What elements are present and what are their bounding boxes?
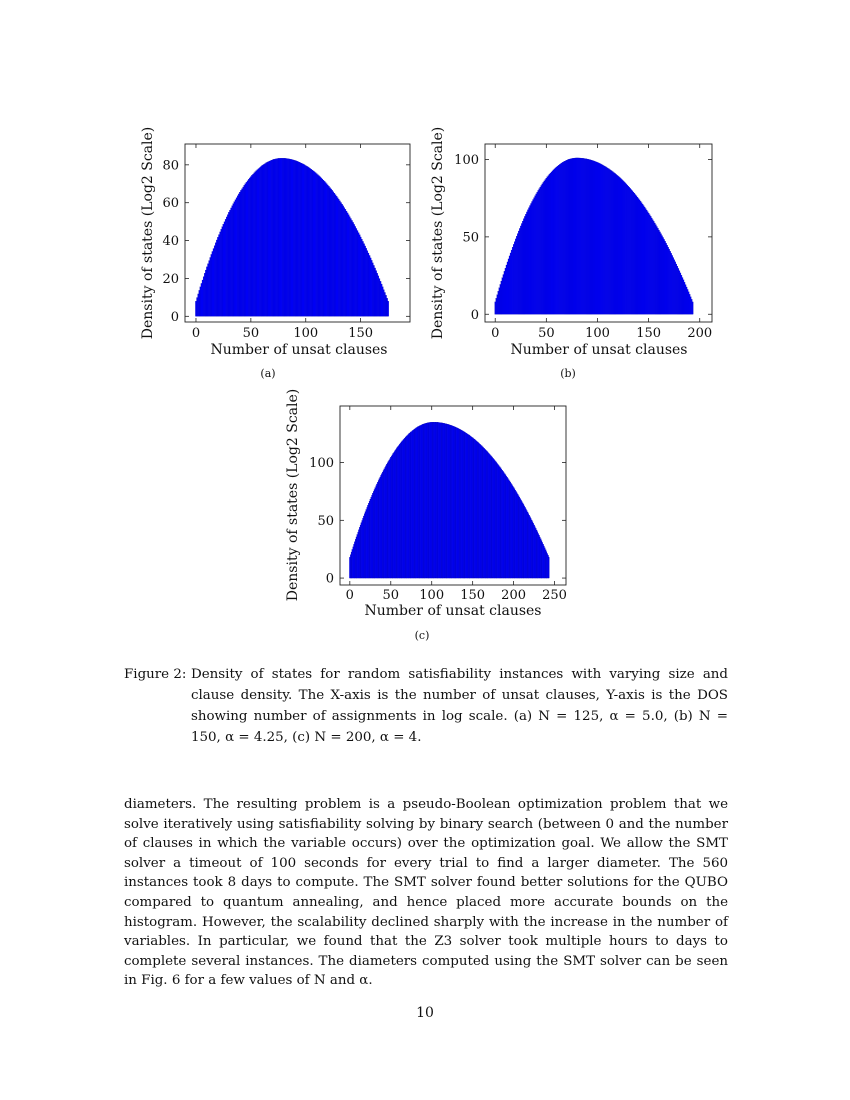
y-tick-label: 0: [470, 307, 479, 323]
chart-c-bars: [349, 422, 549, 578]
chart-b-ylabel: Density of states (Log2 Scale): [430, 126, 446, 340]
sub-caption-a: (a): [260, 367, 276, 380]
y-tick-label: 60: [162, 196, 179, 212]
bar: [692, 302, 693, 314]
bar: [548, 557, 549, 578]
x-tick-label: 200: [501, 588, 527, 603]
y-tick-label: 50: [462, 230, 479, 246]
y-tick-label: 100: [454, 152, 479, 168]
chart-c-xlabel: Number of unsat clauses: [364, 603, 542, 619]
x-tick-label: 0: [191, 326, 201, 341]
sub-caption-b: (b): [560, 367, 576, 380]
x-tick-label: 100: [419, 588, 445, 603]
body-paragraph: diameters. The resulting problem is a pseudo-Boolean optimization problem that we solve iteratively using satisfiability solving by binary search (between 0 and the number of clauses in which the variable occurs) over the optimization goal. We allow the SMT solver a timeout of 100 seconds for every trial to find a larger diameter. The 560 instances took 8 days to compute. The SMT solver found better solutions for the QUBO compared to quantum annealing, and hence placed more accurate bounds on the histogram. However, the scalability declined sharply with the increase in the number of variables. In particular, we found that the Z3 solver took multiple hours to days to complete several instances. The diameters computed using the SMT solver can be seen in Fig. 6 for a few values of N and α.: [124, 797, 728, 989]
x-tick-label: 150: [636, 326, 662, 341]
y-tick-label: 100: [309, 456, 334, 472]
chart-a-xlabel: Number of unsat clauses: [210, 342, 388, 358]
figure-caption-label: Figure 2:: [124, 667, 187, 682]
y-tick-label: 0: [170, 309, 179, 325]
chart-b-bars: [495, 158, 694, 314]
x-tick-label: 250: [542, 588, 567, 603]
page-number: 10: [416, 1005, 434, 1021]
bar: [388, 301, 389, 316]
figure-caption-text: Density of states for random satisfiability instances with varying size and clause density. The X-axis is the number of unsat clauses, Y-axis is the DOS showing number of assignments in log scale. (a) N = 125, α = 5.0, (b) N = 150, α = 4.25, (c) N = 200, α = 4.: [191, 667, 728, 745]
x-tick-label: 50: [538, 326, 555, 341]
figure-caption: [124, 664, 728, 748]
y-tick-label: 50: [317, 513, 334, 529]
chart-b-xlabel: Number of unsat clauses: [510, 342, 688, 358]
y-tick-label: 0: [325, 571, 334, 587]
y-tick-label: 80: [162, 158, 179, 174]
y-tick-label: 40: [162, 234, 179, 250]
x-tick-label: 150: [460, 588, 486, 603]
chart-b: [420, 125, 720, 365]
sub-caption-c: (c): [414, 629, 430, 642]
chart-a-bars: [195, 158, 388, 316]
x-tick-label: 150: [348, 326, 374, 341]
x-tick-label: 50: [382, 588, 400, 603]
x-tick-label: 0: [491, 326, 500, 341]
y-tick-label: 20: [162, 271, 179, 287]
x-tick-label: 0: [345, 588, 354, 603]
x-tick-label: 200: [687, 326, 713, 341]
chart-a-ylabel: Density of states (Log2 Scale): [140, 126, 156, 340]
x-tick-label: 50: [242, 326, 260, 341]
x-tick-label: 100: [585, 326, 610, 341]
chart-c: [270, 388, 590, 628]
chart-c-ylabel: Density of states (Log2 Scale): [285, 388, 301, 602]
chart-a: [125, 125, 425, 365]
x-tick-label: 100: [293, 326, 319, 341]
